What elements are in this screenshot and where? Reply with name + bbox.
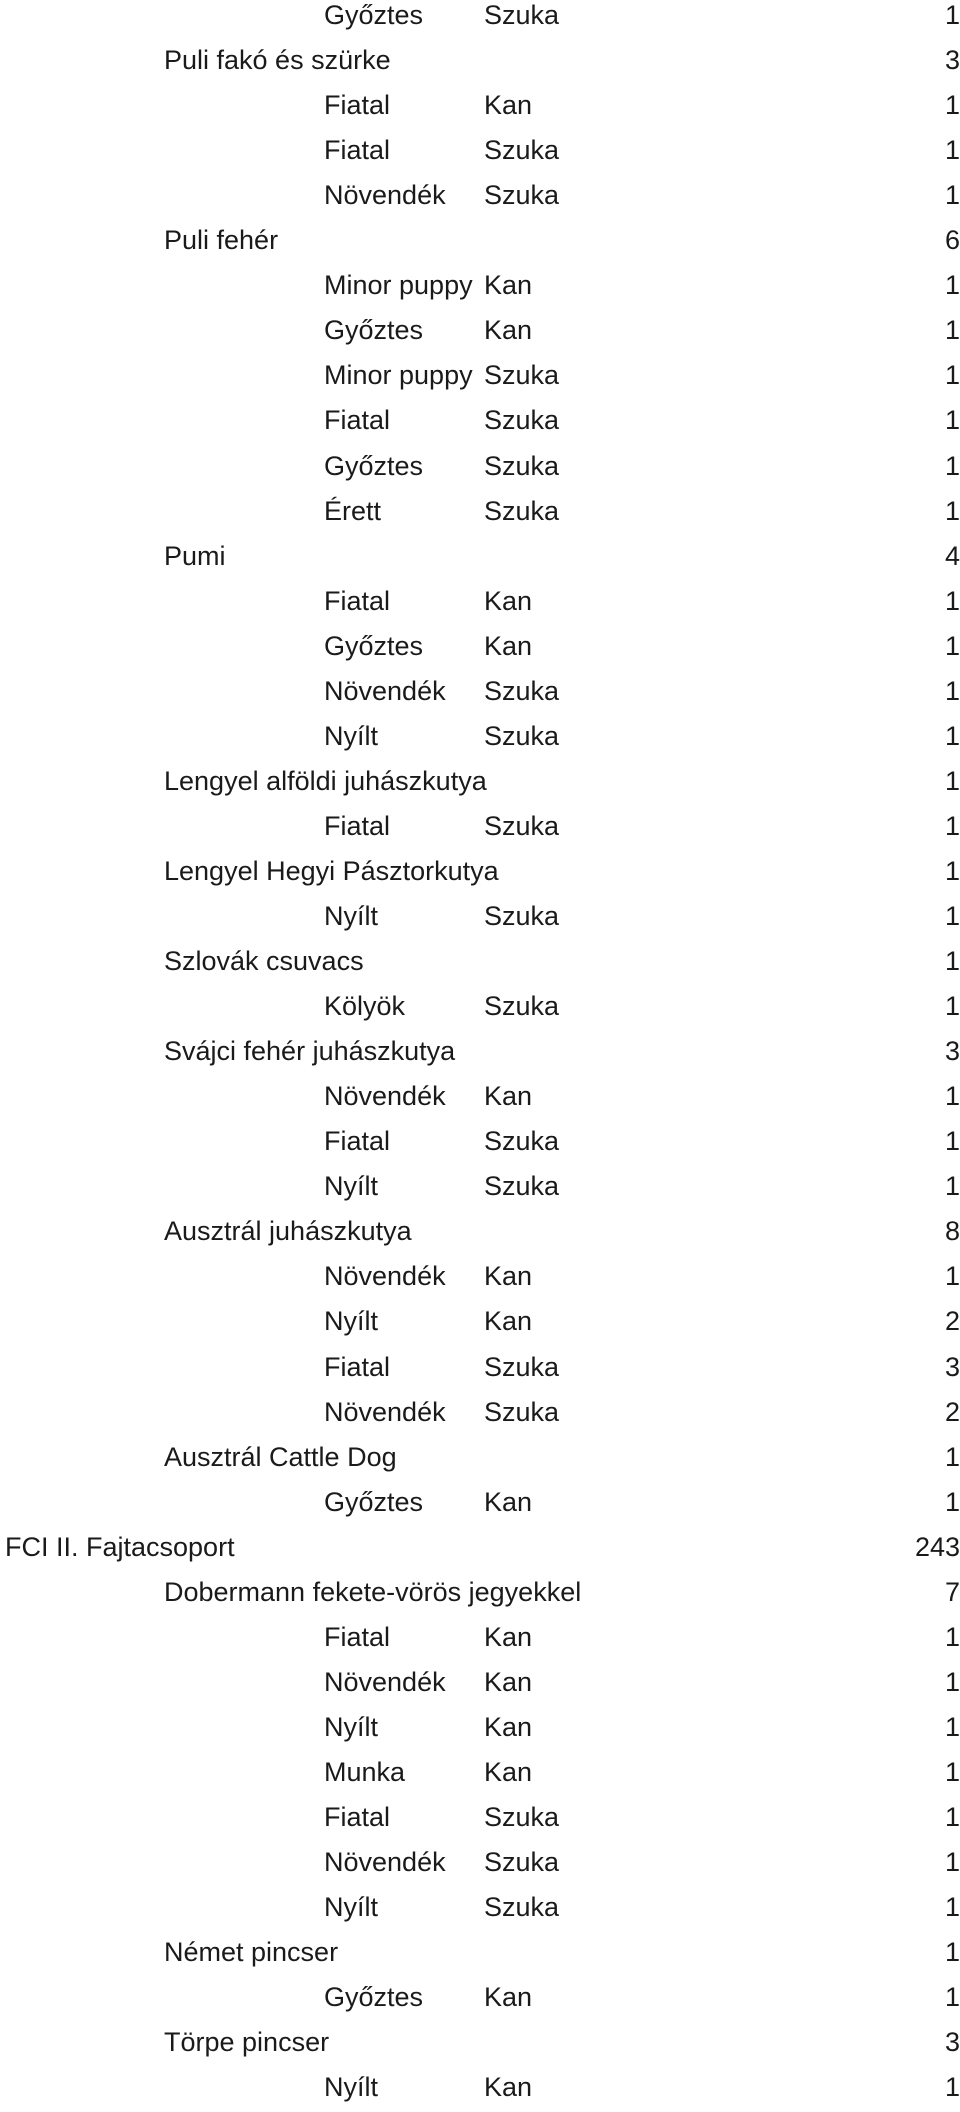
class-row — [0, 1615, 960, 1660]
entry-count: 1 — [944, 495, 960, 526]
sex-label: Szuka — [484, 1351, 560, 1382]
group-row — [0, 1525, 960, 1570]
sex-label: Szuka — [484, 135, 560, 166]
breed-row — [0, 1209, 960, 1254]
sex-label: Szuka — [484, 0, 560, 30]
sex-label: Szuka — [484, 450, 560, 481]
sex-label: Szuka — [484, 1892, 560, 1923]
class-row — [0, 1345, 960, 1390]
entry-count: 6 — [944, 225, 960, 256]
class-name: Fiatal — [324, 90, 391, 121]
entry-count: 1 — [944, 1126, 960, 1157]
sex-label: Kan — [484, 630, 533, 661]
sex-label: Kan — [484, 270, 533, 301]
sex-label: Szuka — [484, 720, 560, 751]
breed-row — [0, 1570, 960, 1615]
breed-name: Törpe pincser — [164, 2027, 330, 2058]
class-row — [0, 714, 960, 759]
class-row — [0, 2065, 960, 2110]
sex-label: Szuka — [484, 1126, 560, 1157]
sex-label: Szuka — [484, 901, 560, 931]
entry-count: 1 — [944, 991, 960, 1022]
breed-row — [0, 1435, 960, 1480]
class-name: Nyílt — [324, 1892, 378, 1923]
class-row — [0, 1885, 960, 1930]
class-row — [0, 669, 960, 714]
entry-count: 1 — [944, 855, 960, 886]
breed-name: Ausztrál Cattle Dog — [164, 1441, 397, 1472]
class-name: Nyílt — [324, 2072, 378, 2103]
entry-count: 1 — [944, 270, 960, 301]
class-name: Nyílt — [324, 1171, 378, 1202]
entry-count: 1 — [944, 630, 960, 661]
entry-count: 1 — [944, 946, 960, 977]
class-row — [0, 1660, 960, 1705]
entry-count: 1 — [944, 1802, 960, 1832]
class-name: Növendék — [324, 180, 446, 211]
sex-label: Szuka — [484, 1396, 560, 1427]
sex-label: Szuka — [484, 495, 560, 526]
sex-label: Kan — [484, 1666, 533, 1697]
class-name: Győztes — [324, 1486, 424, 1517]
class-row — [0, 353, 960, 398]
breed-name: Szlovák csuvacs — [164, 946, 364, 977]
entry-count: 1 — [944, 1937, 960, 1968]
entry-count: 1 — [944, 1171, 960, 1202]
sex-label: Szuka — [484, 1171, 560, 1202]
class-row — [0, 128, 960, 173]
sex-label: Kan — [484, 1486, 533, 1517]
breed-name: Ausztrál juhászkutya — [164, 1216, 412, 1247]
entry-count: 1 — [944, 1666, 960, 1697]
class-name: Fiatal — [324, 405, 391, 436]
breed-row — [0, 759, 960, 804]
sex-label: Szuka — [484, 405, 560, 436]
class-name: Győztes — [324, 450, 424, 481]
sex-label: Kan — [484, 1756, 533, 1787]
class-name: Fiatal — [324, 1126, 391, 1157]
breed-row — [0, 849, 960, 894]
sex-label: Szuka — [484, 675, 560, 706]
entry-count: 1 — [944, 1261, 960, 1292]
class-row — [0, 173, 960, 218]
class-row — [0, 0, 960, 38]
class-name: Növendék — [324, 1847, 446, 1878]
group-name: FCI II. Fajtacsoport — [5, 1531, 235, 1562]
entry-count: 2 — [944, 1306, 960, 1337]
entry-count: 1 — [944, 90, 960, 121]
class-name: Fiatal — [324, 1621, 391, 1652]
breed-name: Német pincser — [164, 1937, 339, 1968]
entry-count: 1 — [944, 1621, 960, 1652]
entry-count: 1 — [944, 675, 960, 706]
entry-count: 1 — [944, 720, 960, 751]
class-name: Munka — [324, 1756, 406, 1787]
class-name: Fiatal — [324, 135, 391, 166]
class-row — [0, 894, 960, 939]
entry-count: 1 — [944, 901, 960, 931]
class-row — [0, 1254, 960, 1299]
sex-label: Szuka — [484, 991, 560, 1022]
breed-row — [0, 1930, 960, 1975]
breed-row — [0, 534, 960, 579]
entry-count: 1 — [944, 1486, 960, 1517]
entry-count: 1 — [944, 1081, 960, 1112]
breed-name: Lengyel Hegyi Pásztorkutya — [164, 855, 499, 886]
class-name: Nyílt — [324, 901, 378, 931]
class-name: Érett — [324, 495, 382, 526]
entry-count: 1 — [944, 810, 960, 841]
entry-count: 7 — [944, 1576, 960, 1607]
entry-count: 3 — [944, 1351, 960, 1382]
breed-row — [0, 38, 960, 83]
entry-count: 1 — [944, 405, 960, 436]
entry-count: 1 — [944, 765, 960, 796]
class-row — [0, 1390, 960, 1435]
class-name: Fiatal — [324, 1802, 391, 1832]
class-row — [0, 1299, 960, 1344]
class-name: Győztes — [324, 315, 424, 346]
class-row — [0, 308, 960, 353]
entry-count: 1 — [944, 450, 960, 481]
entry-count: 1 — [944, 360, 960, 391]
class-name: Növendék — [324, 1081, 446, 1112]
class-name: Nyílt — [324, 1711, 378, 1742]
sex-label: Kan — [484, 2072, 533, 2103]
class-row — [0, 1795, 960, 1840]
sex-label: Kan — [484, 1306, 533, 1337]
entry-count: 1 — [944, 1847, 960, 1878]
class-name: Fiatal — [324, 810, 391, 841]
entry-count: 8 — [944, 1216, 960, 1247]
class-row — [0, 1840, 960, 1885]
breed-name: Dobermann fekete-vörös jegyekkel — [164, 1576, 582, 1607]
entry-count: 3 — [944, 45, 960, 76]
sex-label: Kan — [484, 315, 533, 346]
breed-row — [0, 2020, 960, 2065]
class-name: Győztes — [324, 0, 424, 30]
class-row — [0, 1119, 960, 1164]
entry-count: 1 — [944, 315, 960, 346]
entry-count: 2 — [944, 1396, 960, 1427]
breed-name: Puli fakó és szürke — [164, 45, 391, 76]
entry-count: 1 — [944, 585, 960, 616]
class-row — [0, 1074, 960, 1119]
sex-label: Kan — [484, 1261, 533, 1292]
sex-label: Szuka — [484, 180, 560, 211]
breed-row — [0, 1029, 960, 1074]
class-row — [0, 1750, 960, 1795]
class-row — [0, 1705, 960, 1750]
breed-row — [0, 939, 960, 984]
class-name: Kölyök — [324, 991, 406, 1022]
breed-name: Lengyel alföldi juhászkutya — [164, 765, 487, 796]
class-row — [0, 398, 960, 443]
breed-name: Svájci fehér juhászkutya — [164, 1036, 456, 1067]
entry-count: 1 — [944, 2072, 960, 2103]
breed-name: Pumi — [164, 540, 226, 571]
sex-label: Kan — [484, 585, 533, 616]
sex-label: Szuka — [484, 1802, 560, 1832]
sex-label: Kan — [484, 1711, 533, 1742]
class-name: Növendék — [324, 1666, 446, 1697]
class-name: Nyílt — [324, 1306, 378, 1337]
class-row — [0, 1164, 960, 1209]
class-name: Fiatal — [324, 585, 391, 616]
entry-count: 3 — [944, 1036, 960, 1067]
class-name: Növendék — [324, 1396, 446, 1427]
class-name: Nyílt — [324, 720, 378, 751]
sex-label: Kan — [484, 1621, 533, 1652]
class-name: Növendék — [324, 1261, 446, 1292]
breed-name: Puli fehér — [164, 225, 279, 256]
class-row — [0, 444, 960, 489]
entry-count: 1 — [944, 1441, 960, 1472]
entry-count: 4 — [944, 540, 960, 571]
class-row — [0, 984, 960, 1029]
class-name: Győztes — [324, 630, 424, 661]
class-row — [0, 579, 960, 624]
class-name: Fiatal — [324, 1351, 391, 1382]
sex-label: Szuka — [484, 1847, 560, 1878]
class-name: Minor puppy — [324, 270, 473, 301]
class-row — [0, 624, 960, 669]
entry-count: 3 — [944, 2027, 960, 2058]
entry-count: 1 — [944, 1982, 960, 2013]
sex-label: Szuka — [484, 810, 560, 841]
entry-count: 1 — [944, 0, 960, 30]
class-row — [0, 1480, 960, 1525]
entry-count: 1 — [944, 135, 960, 166]
class-name: Növendék — [324, 675, 446, 706]
sex-label: Kan — [484, 1081, 533, 1112]
class-row — [0, 263, 960, 308]
class-row — [0, 83, 960, 128]
entry-count: 1 — [944, 1892, 960, 1923]
entry-count: 1 — [944, 180, 960, 211]
class-row — [0, 1975, 960, 2020]
entry-count: 243 — [914, 1531, 960, 1562]
class-row — [0, 804, 960, 849]
breed-row — [0, 218, 960, 263]
sex-label: Kan — [484, 1982, 533, 2013]
entry-count: 1 — [944, 1711, 960, 1742]
class-row — [0, 489, 960, 534]
sex-label: Szuka — [484, 360, 560, 391]
sex-label: Kan — [484, 90, 533, 121]
class-name: Minor puppy — [324, 360, 473, 391]
entry-count: 1 — [944, 1756, 960, 1787]
class-name: Győztes — [324, 1982, 424, 2013]
